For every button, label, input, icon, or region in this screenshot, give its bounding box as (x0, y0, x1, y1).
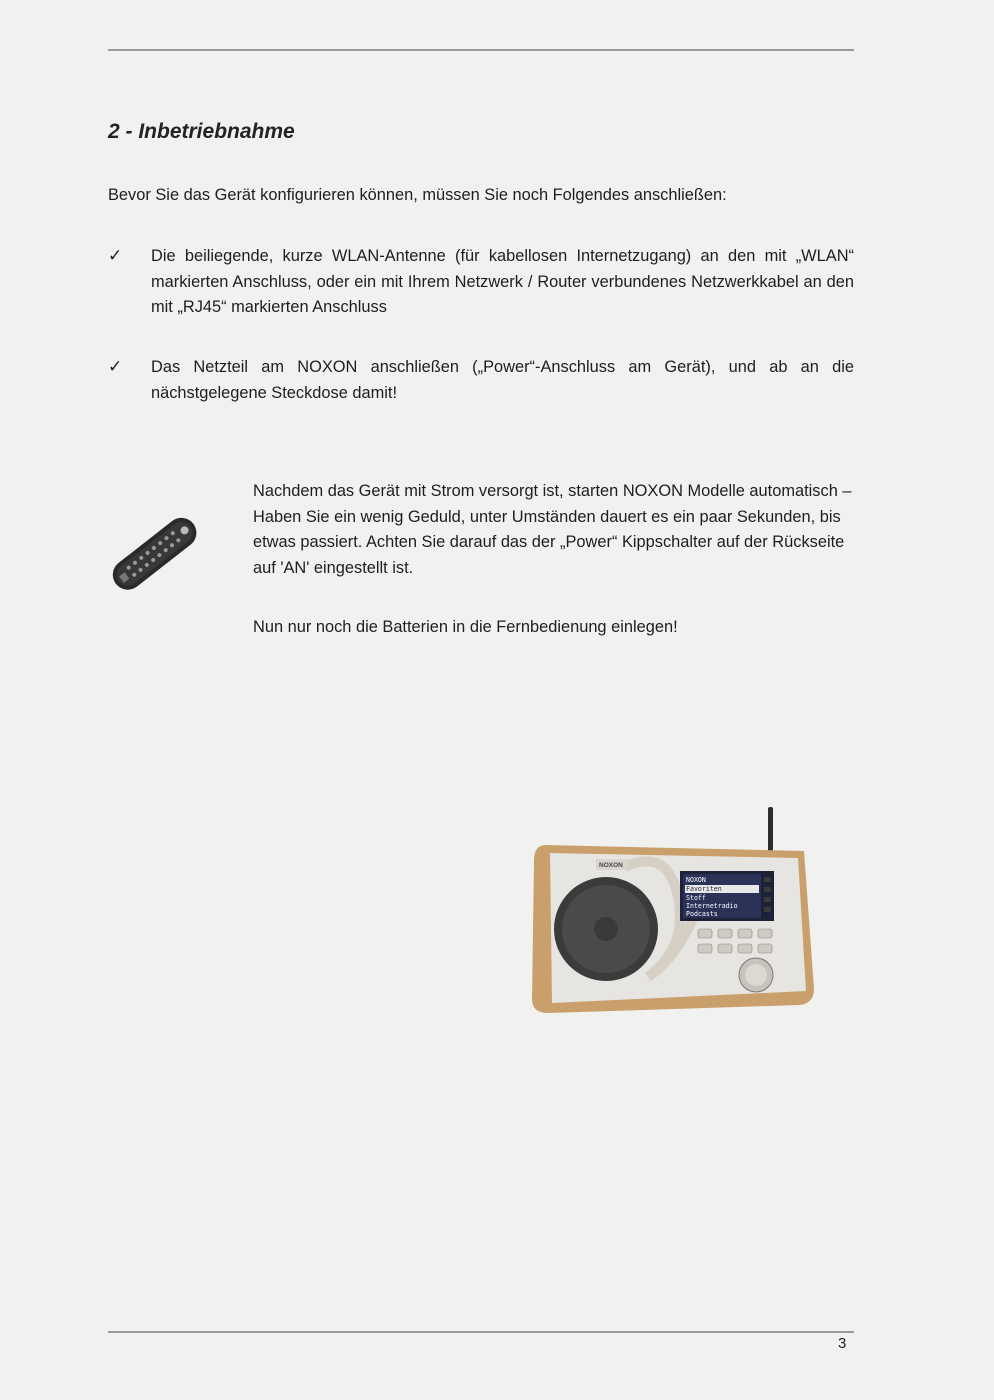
page-number: 3 (838, 1335, 847, 1352)
footer-rule (108, 1331, 854, 1333)
radio-menu-item: Podcasts (686, 910, 718, 918)
radio-menu-item: Internetradio (686, 902, 738, 910)
checklist-item (108, 244, 854, 321)
radio-screen-title: NOXON (686, 876, 706, 884)
startup-paragraph: Nachdem das Gerät mit Strom versorgt ist, starten NOXON Modelle automatisch – Haben Sie ein wenig Geduld, unter Umständen dauert es ein paar Sekunden, bis etwas passiert. Achten Sie darauf das der „Power“ Kippschalter auf der Rückseite auf 'AN' eingestellt ist. (253, 482, 852, 577)
remote-control-image (103, 503, 205, 603)
radio-menu-item: Stoff (686, 894, 706, 902)
radio-menu-item: Favoriten (686, 885, 722, 893)
radio-brand: NOXON (599, 862, 623, 869)
check-icon: ✓ (108, 357, 123, 376)
checklist-item-text: Das Netzteil am NOXON anschließen („Power“-Anschluss am Gerät), und ab an die nächstgelegene Steckdose damit! (151, 358, 854, 402)
radio-device-image (528, 807, 820, 1021)
battery-paragraph: Nun nur noch die Batterien in die Fernbedienung einlegen! (253, 618, 678, 636)
section-title: 2 - Inbetriebnahme (108, 120, 295, 143)
header-rule (108, 49, 854, 51)
check-icon: ✓ (108, 246, 123, 265)
checklist-item-text: Die beiliegende, kurze WLAN-Antenne (für kabellosen Internetzugang) an den mit „WLAN“ markierten Anschluss, oder ein mit Ihrem Netzwerk / Router verbundenes Netzwerkkabel an den mit „RJ45“ markierten Anschluss (151, 247, 854, 316)
checklist-item (108, 355, 854, 406)
intro-paragraph: Bevor Sie das Gerät konfigurieren können, müssen Sie noch Folgendes anschließen: (108, 186, 727, 204)
